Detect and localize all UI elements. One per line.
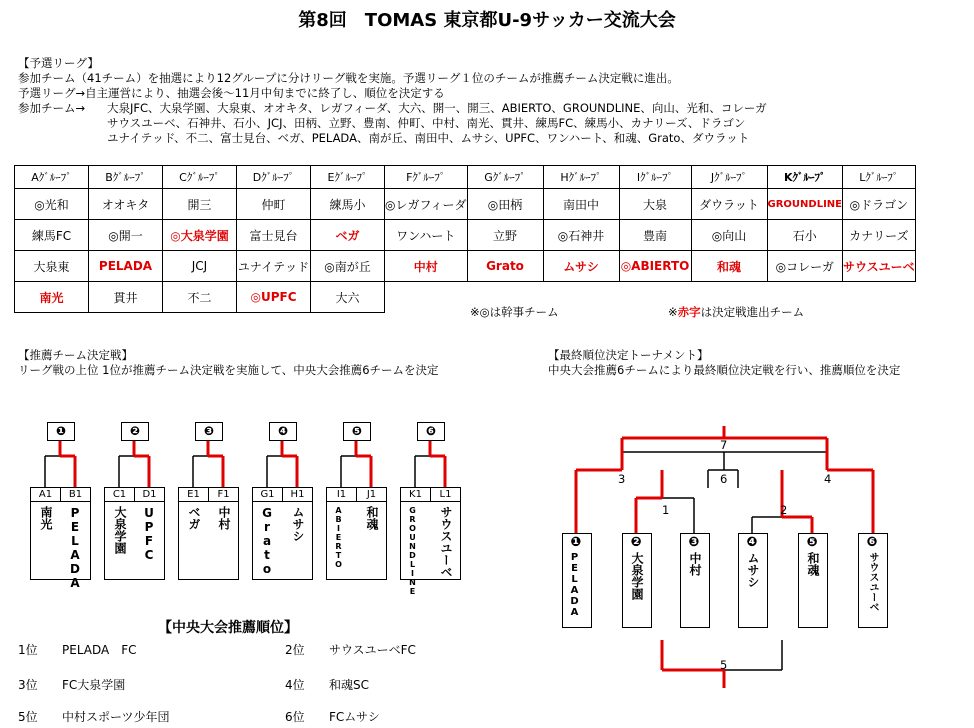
group-cell: 立野 bbox=[467, 220, 543, 251]
prelim-teams-line3: ユナイテッド、不二、富士見台、ベガ、PELADA、南が丘、南田中、ムサシ、UPFC、ワンハート、和魂、Grato、ダウラット bbox=[107, 131, 750, 145]
group-header: Lｸﾞﾙｰﾌﾟ bbox=[843, 166, 916, 189]
group-cell: Grato bbox=[467, 251, 543, 282]
playoff-seed-code: A1 bbox=[30, 487, 61, 502]
playoff-seed-code: D1 bbox=[134, 487, 165, 502]
group-header: Fｸﾞﾙｰﾌﾟ bbox=[385, 166, 468, 189]
ranking-position: 6位 bbox=[285, 710, 305, 724]
final-match-7-label: 7 bbox=[720, 438, 728, 452]
ranking-team: FCムサシ bbox=[329, 710, 380, 724]
final-team-name: サウスユーベ bbox=[867, 552, 878, 612]
group-cell: 開三 bbox=[163, 189, 237, 220]
group-cell: ◎田柄 bbox=[467, 189, 543, 220]
group-header: Bｸﾞﾙｰﾌﾟ bbox=[89, 166, 163, 189]
playoff-heading: 【推薦チーム決定戦】 bbox=[18, 348, 133, 362]
group-cell: ◎ABIERTO bbox=[619, 251, 691, 282]
playoff-team-name: UPFC bbox=[142, 506, 156, 562]
ranking-team: サウスユーベFC bbox=[329, 643, 416, 657]
playoff-seed-code: K1 bbox=[400, 487, 431, 502]
note-red-word: 赤字 bbox=[677, 305, 701, 319]
final-match-5-label: 5 bbox=[720, 658, 728, 672]
group-cell: 中村 bbox=[385, 251, 468, 282]
final-team-name: 中村 bbox=[688, 552, 702, 576]
playoff-match-number: ❸ bbox=[195, 422, 223, 441]
group-header: Hｸﾞﾙｰﾌﾟ bbox=[543, 166, 619, 189]
ranking-position: 5位 bbox=[18, 710, 38, 724]
playoff-seed-code: L1 bbox=[430, 487, 461, 502]
note-organizer: ※◎は幹事チーム bbox=[470, 305, 559, 319]
playoff-team-name: サウスユーベ bbox=[439, 506, 453, 578]
prelim-teams-label: 参加チーム→ bbox=[18, 101, 86, 115]
group-cell: 南光 bbox=[15, 282, 89, 313]
ranking-position: 4位 bbox=[285, 678, 305, 692]
group-cell: ワンハート bbox=[385, 220, 468, 251]
ranking-position: 2位 bbox=[285, 643, 305, 657]
ranking-team: 中村スポーツ少年団 bbox=[62, 710, 170, 724]
group-cell: 和魂 bbox=[691, 251, 767, 282]
playoff-seed-code: F1 bbox=[208, 487, 239, 502]
final-seed-number: ❸ bbox=[688, 535, 700, 550]
group-cell: ◎UPFC bbox=[237, 282, 311, 313]
final-match-1-label: 1 bbox=[662, 503, 670, 517]
playoff-match-number: ❺ bbox=[343, 422, 371, 441]
group-cell: 石小 bbox=[767, 220, 843, 251]
group-cell: ムサシ bbox=[543, 251, 619, 282]
group-cell: 貫井 bbox=[89, 282, 163, 313]
ranking-team: 和魂SC bbox=[329, 678, 369, 692]
ranking-position: 1位 bbox=[18, 643, 38, 657]
group-header: Kｸﾞﾙｰﾌﾟ bbox=[767, 166, 843, 189]
final-match-4-label: 4 bbox=[824, 472, 832, 486]
prelim-line2: 予選リーグ→自主運営により、抽選会後～11月中旬までに終了し、順位を決定する bbox=[18, 86, 445, 100]
page-title: 第8回 TOMAS 東京都U-9サッカー交流大会 bbox=[298, 10, 676, 31]
ranking-team: FC大泉学園 bbox=[62, 678, 126, 692]
playoff-team-name: 中村 bbox=[217, 506, 231, 530]
group-cell: 大六 bbox=[311, 282, 385, 313]
final-desc: 中央大会推薦6チームにより最終順位決定戦を行い、推薦順位を決定 bbox=[548, 363, 901, 377]
group-cell: 南田中 bbox=[543, 189, 619, 220]
note-red-suffix: は決定戦進出チーム bbox=[700, 305, 805, 319]
group-header: Cｸﾞﾙｰﾌﾟ bbox=[163, 166, 237, 189]
group-header: Aｸﾞﾙｰﾌﾟ bbox=[15, 166, 89, 189]
final-match-2-label: 2 bbox=[780, 503, 788, 517]
group-cell: ◎光和 bbox=[15, 189, 89, 220]
playoff-team-name: Grato bbox=[260, 506, 274, 576]
playoff-desc: リーグ戦の上位 1位が推薦チーム決定戦を実施して、中央大会推薦6チームを決定 bbox=[18, 363, 439, 377]
playoff-team-name: ムサシ bbox=[291, 506, 305, 542]
final-seed-number: ❻ bbox=[866, 535, 878, 550]
group-cell: サウスユーベ bbox=[843, 251, 916, 282]
group-cell: 練馬小 bbox=[311, 189, 385, 220]
group-cell: ◎開一 bbox=[89, 220, 163, 251]
group-cell: ◎南が丘 bbox=[311, 251, 385, 282]
prelim-line1: 参加チーム（41チーム）を抽選により12グループに分けリーグ戦を実施。予選リーグ１位のチームが推薦チーム決定戦に進出。 bbox=[18, 71, 679, 85]
group-cell: ユナイテッド bbox=[237, 251, 311, 282]
ranking-heading: 【中央大会推薦順位】 bbox=[158, 620, 298, 636]
playoff-match-number: ❹ bbox=[269, 422, 297, 441]
group-cell: ◎向山 bbox=[691, 220, 767, 251]
note-red-prefix: ※ bbox=[668, 305, 678, 319]
final-match-6-label: 6 bbox=[720, 472, 728, 486]
playoff-seed-code: H1 bbox=[282, 487, 313, 502]
group-cell: ◎ドラゴン bbox=[843, 189, 916, 220]
playoff-seed-code: C1 bbox=[104, 487, 135, 502]
playoff-team-name: ベガ bbox=[187, 506, 201, 530]
final-heading: 【最終順位決定トーナメント】 bbox=[548, 348, 709, 362]
final-seed-number: ❹ bbox=[746, 535, 758, 550]
group-cell: ◎レガフィーダ bbox=[385, 189, 468, 220]
group-cell: カナリーズ bbox=[843, 220, 916, 251]
playoff-team-name: GROUNDLINE bbox=[408, 506, 417, 596]
prelim-heading: 【予選リーグ】 bbox=[18, 56, 99, 70]
playoff-seed-code: I1 bbox=[326, 487, 357, 502]
playoff-match-number: ❷ bbox=[121, 422, 149, 441]
playoff-team-name: PELADA bbox=[68, 506, 82, 590]
group-cell: ベガ bbox=[311, 220, 385, 251]
group-cell: 大泉 bbox=[619, 189, 691, 220]
group-cell: ◎石神井 bbox=[543, 220, 619, 251]
group-cell: ◎コレーガ bbox=[767, 251, 843, 282]
playoff-seed-code: E1 bbox=[178, 487, 209, 502]
group-cell: オオキタ bbox=[89, 189, 163, 220]
group-cell: 富士見台 bbox=[237, 220, 311, 251]
group-cell: PELADA bbox=[89, 251, 163, 282]
group-cell: 豊南 bbox=[619, 220, 691, 251]
playoff-team-name: 南光 bbox=[39, 506, 53, 530]
prelim-teams-line1: 大泉JFC、大泉学園、大泉東、オオキタ、レガフィーダ、大六、開一、開三、ABIERTO、GROUNDLINE、向山、光和、コレーガ bbox=[107, 101, 767, 115]
playoff-seed-code: G1 bbox=[252, 487, 283, 502]
playoff-team-name: 和魂 bbox=[365, 506, 379, 530]
group-cell: 仲町 bbox=[237, 189, 311, 220]
group-header: Eｸﾞﾙｰﾌﾟ bbox=[311, 166, 385, 189]
group-cell: 大泉東 bbox=[15, 251, 89, 282]
group-header: Jｸﾞﾙｰﾌﾟ bbox=[691, 166, 767, 189]
final-match-3-label: 3 bbox=[618, 472, 626, 486]
final-team-name: 大泉学園 bbox=[630, 552, 644, 600]
playoff-match-number: ❶ bbox=[47, 422, 75, 441]
final-team-name: ムサシ bbox=[746, 552, 760, 588]
group-header: Iｸﾞﾙｰﾌﾟ bbox=[619, 166, 691, 189]
group-header: Gｸﾞﾙｰﾌﾟ bbox=[467, 166, 543, 189]
prelim-teams-line2: サウスユーベ、石神井、石小、JCJ、田柄、立野、豊南、仲町、中村、南光、貫井、練馬FC、練馬小、カナリーズ、ドラゴン bbox=[107, 116, 746, 130]
final-seed-number: ❷ bbox=[630, 535, 642, 550]
group-cell: ダウラット bbox=[691, 189, 767, 220]
playoff-seed-code: B1 bbox=[60, 487, 91, 502]
final-team-name: PELADA bbox=[569, 552, 580, 618]
group-cell: 練馬FC bbox=[15, 220, 89, 251]
group-cell: 不二 bbox=[163, 282, 237, 313]
ranking-team: PELADA FC bbox=[62, 643, 137, 657]
ranking-position: 3位 bbox=[18, 678, 38, 692]
playoff-match-number: ❻ bbox=[417, 422, 445, 441]
playoff-team-name: 大泉学園 bbox=[113, 506, 127, 554]
playoff-team-name: ABIERTO bbox=[334, 506, 343, 569]
playoff-seed-code: J1 bbox=[356, 487, 387, 502]
group-cell: GROUNDLINE bbox=[767, 189, 843, 220]
final-seed-number: ❶ bbox=[570, 535, 582, 550]
group-header: Dｸﾞﾙｰﾌﾟ bbox=[237, 166, 311, 189]
final-seed-number: ❺ bbox=[806, 535, 818, 550]
group-cell: ◎大泉学園 bbox=[163, 220, 237, 251]
group-cell: JCJ bbox=[163, 251, 237, 282]
final-team-name: 和魂 bbox=[806, 552, 820, 576]
